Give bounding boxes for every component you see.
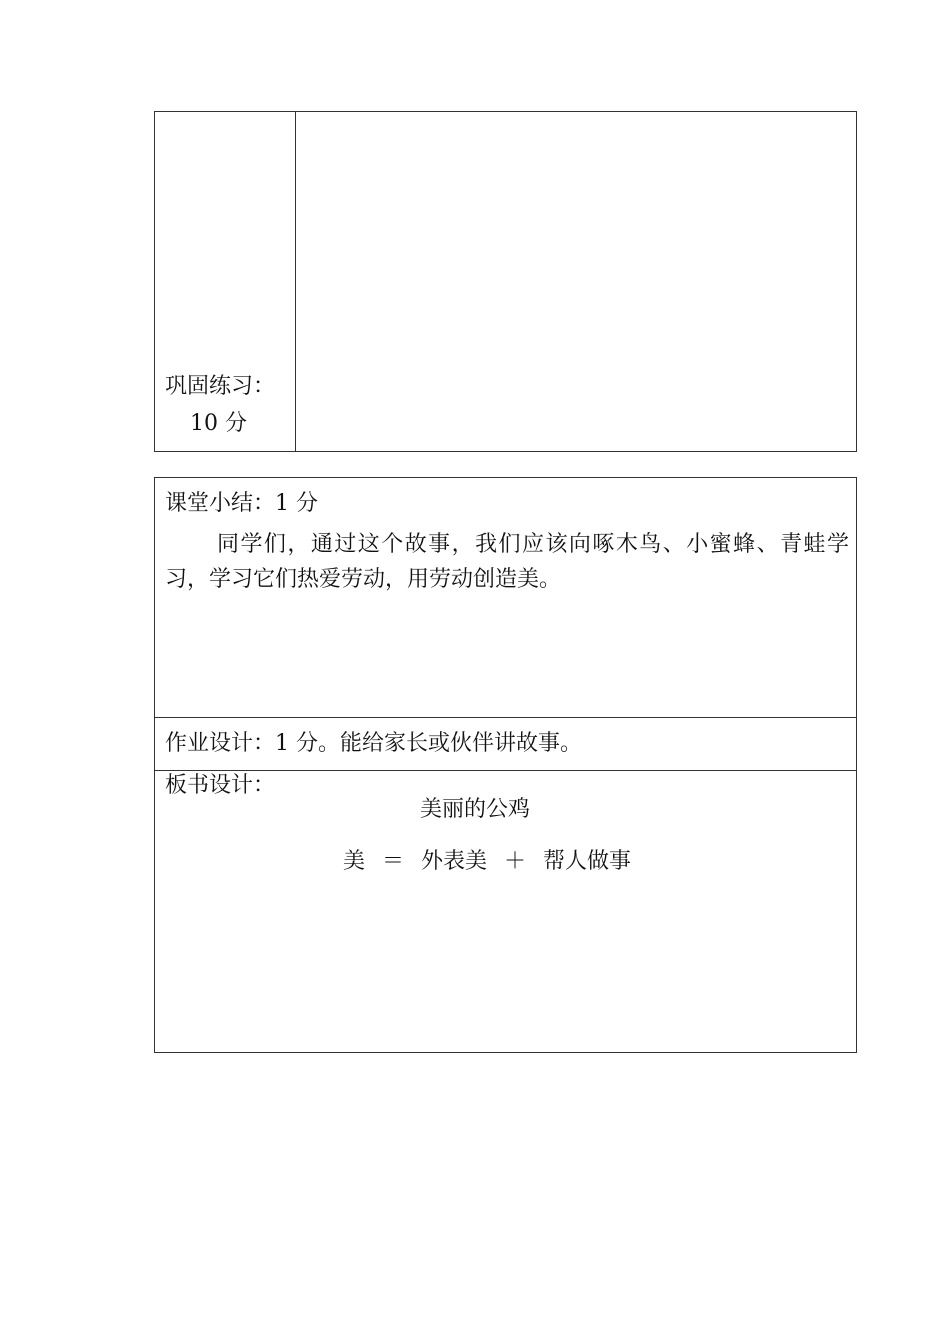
board-title: 美丽的公鸡 [420,797,531,822]
consolidation-column-divider [295,111,296,452]
board-label: 板书设计： [165,773,276,798]
summary-body: 同学们，通过这个故事，我们应该向啄木鸟、小蜜蜂、青蛙学习，学习它们热爱劳动，用劳动创造美。 [165,532,849,592]
consolidation-table [154,111,857,452]
summary-heading: 课堂小结：1 分 [165,491,318,516]
homework-text: 作业设计：1 分。能给家长或伙伴讲故事。 [165,731,582,756]
consolidation-label: 巩固练习： [165,374,276,399]
summary-homework-divider [154,717,857,718]
homework-board-divider [154,770,857,771]
board-formula: 美 ＝ 外表美 ＋ 帮人做事 [343,849,631,874]
consolidation-time: 10 分 [190,411,247,436]
